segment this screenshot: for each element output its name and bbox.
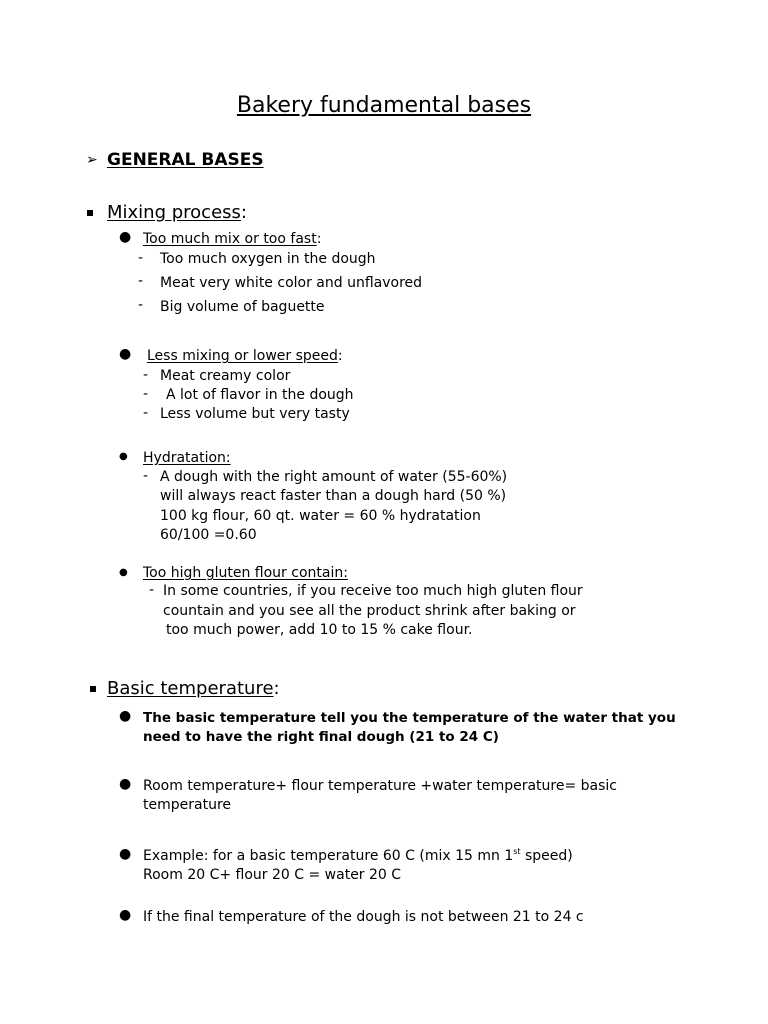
dash-icon: - [138, 273, 144, 289]
less-mixing-label: Less mixing or lower speed: [147, 348, 343, 364]
bullet-icon: ● [119, 567, 128, 578]
dash-icon: - [143, 468, 149, 484]
page-title: Bakery fundamental bases [236, 93, 532, 118]
bullet-icon: ● [119, 776, 132, 792]
gluten-line: In some countries, if you receive too much high gluten flour [163, 583, 583, 599]
basic-temp-example: Room 20 C+ flour 20 C = water 20 C [143, 867, 402, 883]
hydration-line: 60/100 =0.60 [160, 527, 257, 543]
gluten-label: Too high gluten flour contain: [143, 565, 348, 581]
basic-temp-formula: Room temperature+ flour temperature +water temperature= basic [143, 778, 618, 794]
list-item: Less volume but very tasty [160, 406, 350, 422]
dash-icon: - [143, 386, 149, 402]
bullet-icon: ● [119, 346, 132, 362]
bullet-icon: ● [119, 708, 132, 724]
bullet-icon: ● [119, 451, 128, 462]
square-bullet-icon [90, 686, 96, 692]
hydration-line: will always react faster than a dough hard (50 %) [160, 488, 507, 504]
basic-temp-definition: need to have the right final dough (21 to 24 C) [143, 729, 499, 745]
dash-icon: - [149, 582, 155, 598]
dash-icon: - [143, 367, 149, 383]
bullet-icon: ● [119, 846, 132, 862]
bullet-icon: ● [119, 229, 132, 245]
subheading-basic-temperature: Basic temperature: [107, 678, 280, 699]
gluten-line: too much power, add 10 to 15 % cake flour. [166, 622, 473, 638]
hydration-line: 100 kg flour, 60 qt. water = 60 % hydratation [160, 508, 481, 524]
list-item: A lot of flavor in the dough [166, 387, 354, 403]
subheading-mixing-process: Mixing process: [107, 202, 247, 223]
square-bullet-icon [87, 210, 93, 216]
basic-temp-final: If the final temperature of the dough is not between 21 to 24 c [143, 909, 584, 925]
bullet-icon: ● [119, 907, 132, 923]
basic-temp-definition: The basic temperature tell you the temperature of the water that you [143, 710, 676, 726]
too-much-mix-label: Too much mix or too fast: [143, 231, 322, 247]
dash-icon: - [143, 405, 149, 421]
list-item: Meat very white color and unflavored [160, 275, 423, 291]
dash-icon: - [138, 297, 144, 313]
basic-temp-example: Example: for a basic temperature 60 C (mix 15 mn 1st speed) [143, 847, 573, 864]
hydration-label: Hydratation: [143, 450, 231, 466]
hydration-line: A dough with the right amount of water (55-60%) [160, 469, 508, 485]
basic-temp-formula: temperature [143, 797, 231, 813]
section-heading-general-bases: GENERAL BASES [107, 150, 264, 170]
list-item: Too much oxygen in the dough [160, 251, 376, 267]
dash-icon: - [138, 250, 144, 266]
gluten-line: countain and you see all the product shrink after baking or [163, 603, 576, 619]
list-item: Meat creamy color [160, 368, 291, 384]
list-item: Big volume of baguette [160, 299, 325, 315]
arrow-bullet-icon: ➢ [86, 152, 98, 168]
